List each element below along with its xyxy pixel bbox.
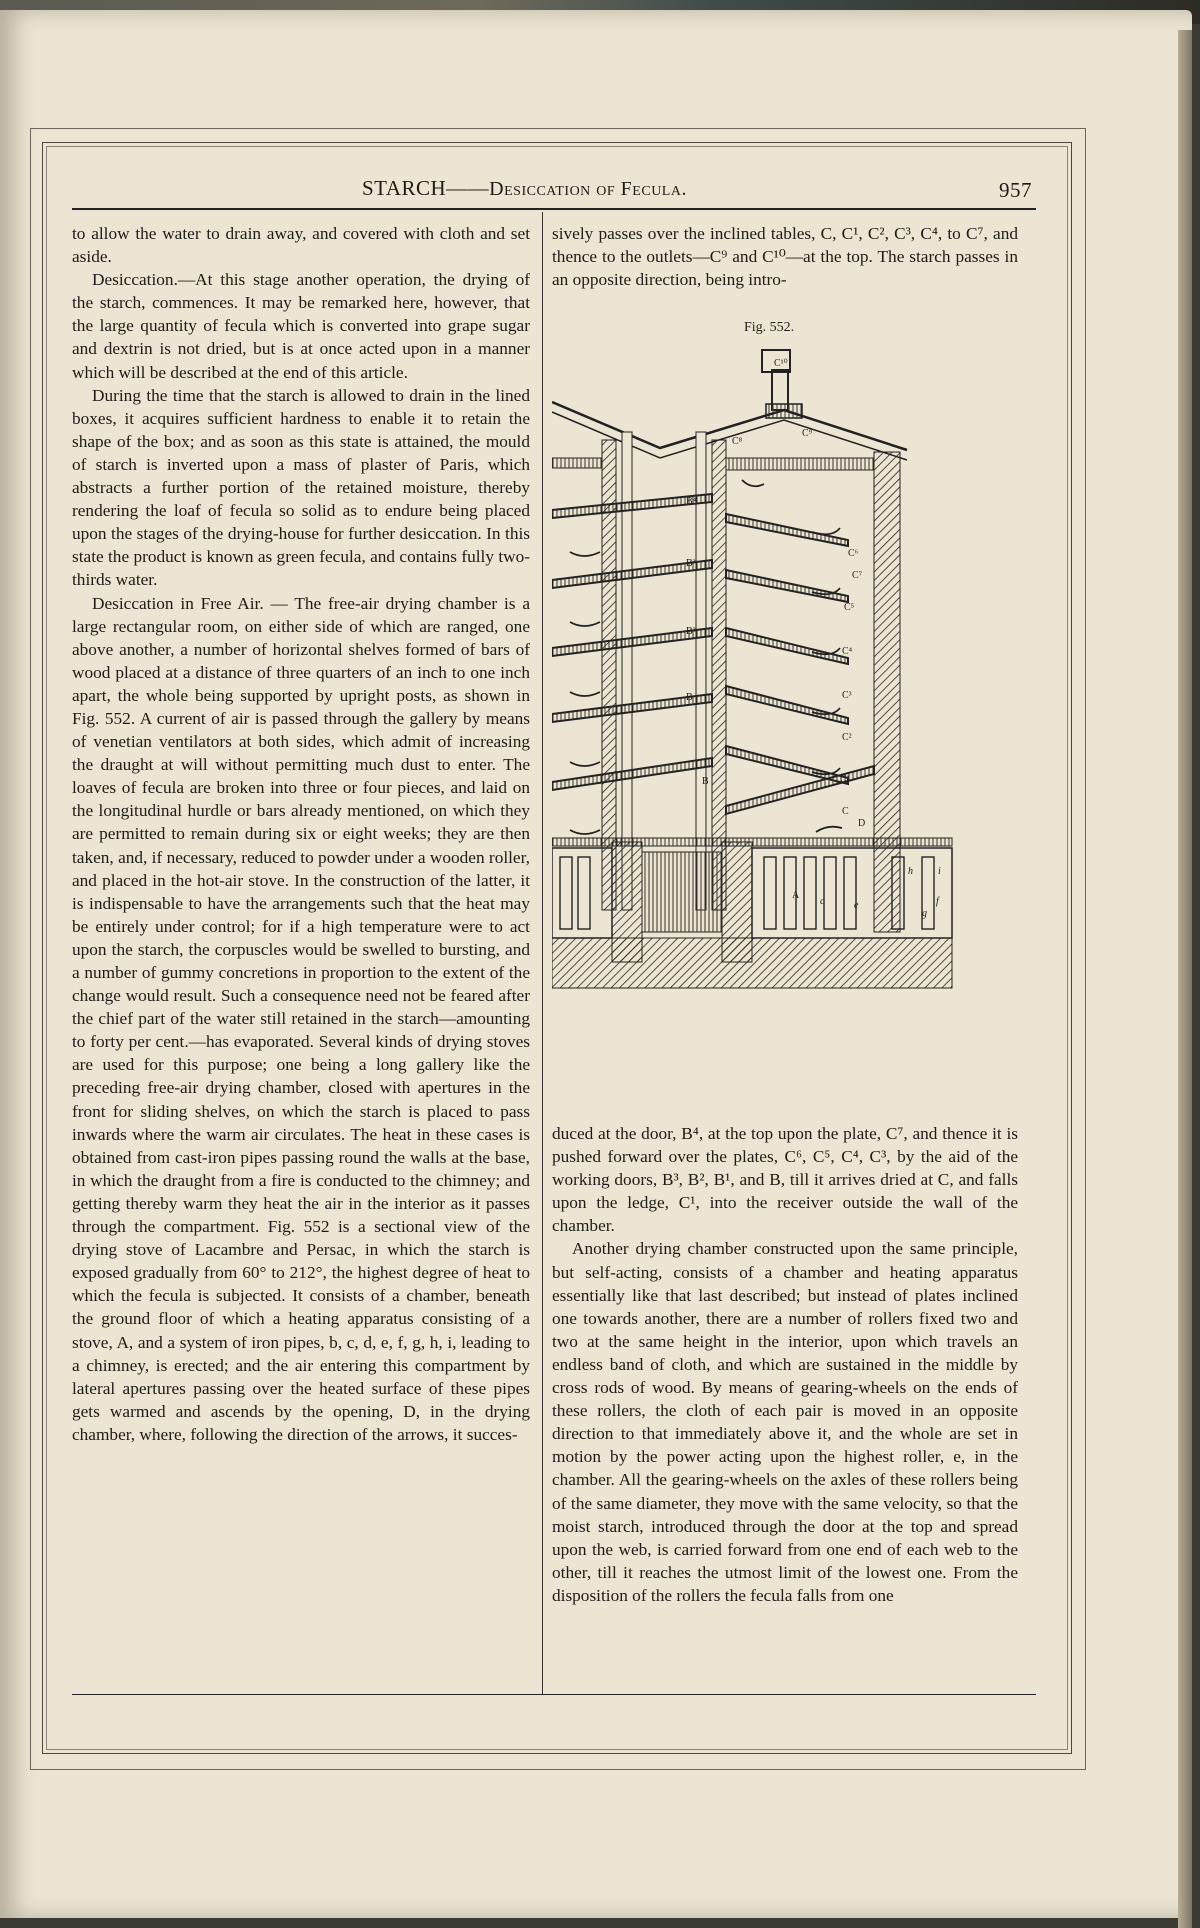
footer-rule: [72, 1694, 1036, 1695]
paragraph: During the time that the starch is allowed to drain in the lined boxes, it acquires sufficient hardness to enable it to retain the shape of the box; and as soon as this state is attained, the mould of starch is inverted upon a mass of plaster of Paris, which abstracts a further portion of the retained moisture, thereby rendering the loaf of fecula so solid as to endure being placed upon the stages of the drying-house for further desiccation. In this state the product is known as green fecula, and contains fully two-thirds water.: [72, 385, 530, 590]
running-head: [72, 172, 1032, 206]
label-b2: B²: [686, 626, 696, 637]
paragraph: duced at the door, B⁴, at the top upon the plate, C⁷, and thence it is pushed forward over the plates, C⁶, C⁵, C⁴, C³, by the aid of the working doors, B³, B², B¹, and B, till it arrives dried at C, and falls upon the ledge, C¹, into the receiver outside the wall of the chamber.: [552, 1124, 1018, 1236]
label-g: g: [922, 908, 927, 919]
label-b-lower: B: [702, 776, 709, 787]
label-d: D: [858, 818, 866, 829]
paragraph: Desiccation in Free Air. — The free-air drying chamber is a large rectangular room, on either side of which are ranged, one above another, a number of horizontal shelves formed of bars of wood placed at a distance of three quarters of an inch to one inch apart, the whole being supported by upright posts, as shown in Fig. 552. A current of air is passed through the gallery by means of venetian ventilators at both sides, which admit of increasing the draught at will without permitting much dust to enter. The loaves of fecula are broken into three or four pieces, and laid on the longitudinal hurdle or bars already mentioned, on which they are permitted to remain during six or eight weeks; they are then taken, and, if necessary, reduced to powder under a wooden roller, and placed in the hot-air stove. In the construction of the latter, it is indispensable to have the arrangements such that the heat may be entirely under control; for if a high temperature were to act upon the starch, the corpuscles would be swelled to bursting, and a number of gummy concretions in proportion to the extent of the change would result. Such a consequence need not be feared after the chief part of the water still retained in the starch—amounting to forty per cent.—has evaporated. Several kinds of drying stoves are used for this purpose; one being a long gallery like the preceding free-air drying chamber, closed with apertures in the front for sliding shelves, on which the starch is placed to pass inwards where the warm air circulates. The heat in these cases is obtained from cast-iron pipes passing round the walls at the base, in which the draught from a fire is conducted to the chimney; and getting thereby warm they heat the air in the interior as it passes through the compartment. Fig. 552 is a sectional view of the drying stove of Lacambre and Persac, in which the starch is exposed gradually from 60° to 212°, the highest degree of heat to which the fecula is subjected. It consists of a chamber, beneath the ground floor of which a heating apparatus consisting of a stove, A, and a system of iron pipes, b, c, d, e, f, g, h, i, leading to a chimney, is erected; and the air entering this compartment by lateral apertures passing over the heated surface of these pipes gets warmed and ascends by the opening, D, in the drying chamber, where, following the direction of the arrows, it succes-: [72, 593, 530, 1444]
running-title-sub: Desiccation of Fecula.: [489, 178, 687, 200]
label-h: h: [908, 866, 913, 877]
label-a: A: [792, 890, 800, 901]
running-title-main: STARCH: [362, 176, 447, 200]
paragraph: Desiccation.—At this stage another operation, the drying of the starch, commences. It may be remarked here, however, that the large quantity of fecula which is converted into grape sugar and dextrin is not dried, but is at once acted upon in a manner which will be described at the end of this article.: [72, 270, 530, 382]
label-f: f: [936, 896, 939, 907]
label-c6: C⁶: [848, 548, 859, 559]
label-c3: C³: [842, 690, 852, 701]
left-column: [72, 222, 530, 1446]
label-e-small: e: [854, 900, 859, 911]
page-number: 957: [999, 178, 1032, 202]
label-c1: C¹: [840, 774, 850, 785]
page-edge: [1178, 30, 1192, 1928]
label-c7: C⁷: [852, 570, 863, 581]
right-column-top: [552, 222, 1018, 291]
label-c9: C⁹: [802, 428, 813, 439]
paragraph: to allow the water to drain away, and covered with cloth and set aside.: [72, 224, 530, 267]
label-c5: C⁵: [844, 602, 855, 613]
column-divider: [542, 212, 543, 1694]
label-b3: B³: [686, 558, 696, 569]
running-title: [362, 176, 687, 201]
running-title-dash: ——: [446, 176, 490, 200]
paragraph: Another drying chamber constructed upon the same principle, but self-acting, consists of a chamber and heating apparatus essentially like that last described; but instead of plates inclined one towards another, there are a number of rollers fixed two and two at the same height in the interior, upon which travels an endless band of cloth, and which are sustained in the middle by cross rods of wood. By means of gearing-wheels on the ends of these rollers, the cloth of each pair is moved in an opposite direction to that immediately above it, and the whole are set in motion by the power acting upon the highest roller, e, in the chamber. All the gearing-wheels on the axles of these rollers being of the same diameter, they move with the same velocity, so that the moist starch, introduced through the door at the top and spread upon the web, is carried forward from one end of each web to the other, till it reaches the utmost limit of the lowest one. From the disposition of the rollers the fecula falls from one: [552, 1239, 1018, 1605]
figure-caption: Fig. 552.: [744, 320, 795, 335]
label-c8: C⁸: [732, 436, 743, 447]
ground-floor: [552, 838, 952, 988]
label-c10: C¹⁰: [774, 358, 788, 369]
label-i: i: [938, 866, 941, 877]
label-c: C: [842, 806, 849, 817]
label-c2: C²: [842, 732, 852, 743]
right-column-bottom: [552, 1122, 1018, 1607]
paragraph: sively passes over the inclined tables, C, C¹, C², C³, C⁴, to C⁷, and thence to the outlets—C⁹ and C¹⁰—at the top. The starch passes in an opposite direction, being intro-: [552, 224, 1018, 290]
label-c4: C⁴: [842, 646, 853, 657]
label-b4: B⁴: [686, 496, 697, 507]
label-b: B: [686, 692, 693, 703]
label-c-small: c: [820, 896, 825, 907]
header-rule: [72, 208, 1036, 210]
drying-stove-figure: [552, 342, 1018, 1112]
